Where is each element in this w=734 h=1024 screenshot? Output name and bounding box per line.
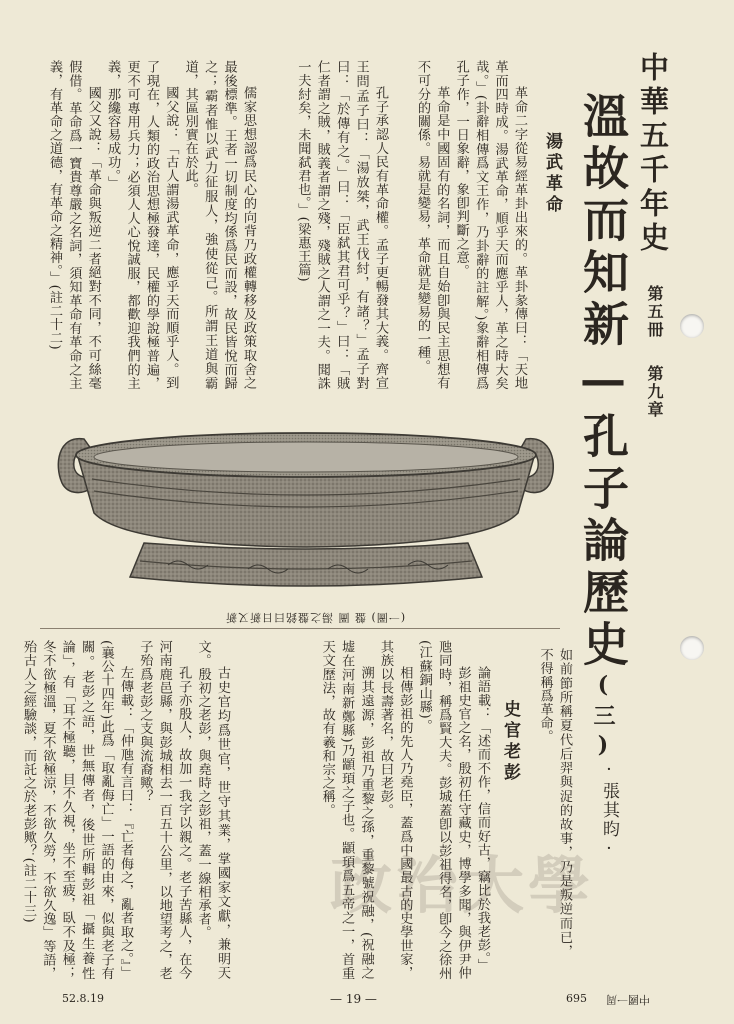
section1-paragraph-5: 國父說：「古人謂湯武革命，應乎天而順乎人。到了現在，人類的政治思想極發達，民權的學說極普遍，更不可專用兵力；必須人人心悅誠服，都歡迎我們的主義，那纔容易成功。」: [105, 60, 179, 390]
footer-page-number: — 19 —: [330, 992, 377, 1006]
section1-paragraph-2: 革命是中國固有的名詞，而且自始卽與民主思想有不可分的關係。易就是變易，革命就是變易的一種。: [414, 60, 450, 390]
footer-publication: [606, 992, 650, 1008]
section1-body-b: [262, 60, 390, 390]
section-divider: [40, 628, 560, 629]
series-title: 中華五千年史: [636, 52, 670, 256]
chapter-label: 第九章: [645, 365, 664, 419]
section1-paragraph-6: 國父又說：「革命與叛逆二者絕對不同，不可絲毫假借。革命爲一寶貴尊嚴之名詞，須知革命有革命之主義，有革命之道德，有革命之精神。」(註二十二): [46, 60, 101, 390]
section2-paragraph-5: 古史官均爲世官，世守其業，掌國家文獻，兼明天文。殷初之老彭，與堯時之彭祖，蓋一線相承者。: [195, 640, 230, 980]
section1-paragraph-4: 儒家思想認爲民心的向背乃政權轉移及政策取舍之最後標準。王者一切制度均係爲民而設，故民皆悅而歸之；霸者惟以武力征服人，強使從己。所謂王道與霸道，其區別實在於此。: [182, 60, 256, 390]
section-heading-tangwu: 湯武革命: [542, 132, 562, 216]
footer-issue: 695: [566, 992, 587, 1005]
figure-caption: (一圖) 盤 圖 湯之盤銘曰日新又新: [225, 611, 406, 624]
binder-hole-bottom: [680, 636, 704, 660]
section2-body-a: [236, 640, 492, 980]
section1-paragraph-1: 革命二字從易經革卦出來的。革卦彖傳曰：「天地革而四時成。湯武革命，順乎天而應乎人，革之時大矣哉。」(卦辭相傳爲文王作，乃卦辭的註解。)象辭相傳爲孔子作，一日象辭，象卽判斷之意。: [453, 60, 527, 390]
author-name: ·張其昀·: [599, 760, 619, 861]
section1-body-a: [395, 60, 529, 390]
section1-paragraph-3: 孔子承認人民有革命權。孟子更暢發其大義。齊宣王問孟子曰：「湯放桀，武王伐紂，有諸？」孟子對曰：「於傳有之。」曰：「臣弑其君可乎？」曰：「賊仁者謂之賊，賊義者謂之殘，殘賊之人謂之一夫。聞誅一夫紂矣，未聞弑君也。」(梁惠王篇): [295, 60, 388, 390]
volume-label: 第五冊: [645, 285, 664, 339]
library-watermark: 政治大學: [330, 849, 595, 922]
section2-paragraph-3: 相傳彭祖的先人乃堯臣，蓋爲中國最古的史學世家，其族以長壽著名，故曰老彭。: [377, 640, 413, 980]
section-heading-laopeng: 史官老彭: [500, 700, 520, 784]
footer-publication-text: 中國一周: [606, 993, 650, 1006]
section2-paragraph-1: 論語載：「述而不作，信而好古，竊比於我老彭。」: [475, 666, 490, 973]
section2-paragraph-4: 溯其遠源，彭祖乃重黎之孫，重黎號祝融，(祝融之墟在河南新鄭縣)乃顓頊之子也。顓頊爲五帝之一，首重天文歷法，故有羲和宗之稱。: [319, 640, 374, 980]
article-title: [576, 92, 630, 764]
binder-hole-top: [680, 314, 704, 338]
intro-paragraph: 如前節所稱夏代后羿與浞的故事，乃是叛逆而已，不得稱爲革命。: [537, 648, 572, 958]
article-part: (三): [590, 672, 616, 764]
bronze-basin-image: [48, 395, 563, 600]
section1-body-c: [40, 60, 258, 390]
section2-paragraph-6: 孔子亦殷人，故加一我字以親之。老子苦縣人，在今河南鹿邑縣，與彭城相去一百五十公里，以地望考之，老子殆爲老彭之支與流裔歟？: [137, 640, 192, 980]
article-title-text: 溫故而知新—孔子論歷史: [576, 92, 630, 672]
section2-paragraph-2: 彭祖史官之名，殷初任守藏史，博學多聞，與伊尹仲虺同時，稱爲賢大夫。彭城蓋卽以彭祖得名，卽今之徐州(江蘇銅山縣)。: [416, 640, 471, 980]
footer-date: 52.8.19: [62, 992, 104, 1005]
section2-body-b: [20, 640, 232, 980]
section2-paragraph-7: 左傳載：「仲虺有言曰：『亡者侮之，亂者取之。』」(襄公十四年)此爲「取亂侮亡」一語的由來，似與老子有關。老彭之語，世無傳者，後世所輯彭祖「攝生養性論」，有「耳不極聽，目不久視，坐不至疲，臥不及極；冬不欲極溫，夏不欲極涼，不欲久勞，不欲久逸」等語，殆古人之經驗談，而託之於老彭歟？(註二十三): [20, 640, 133, 980]
